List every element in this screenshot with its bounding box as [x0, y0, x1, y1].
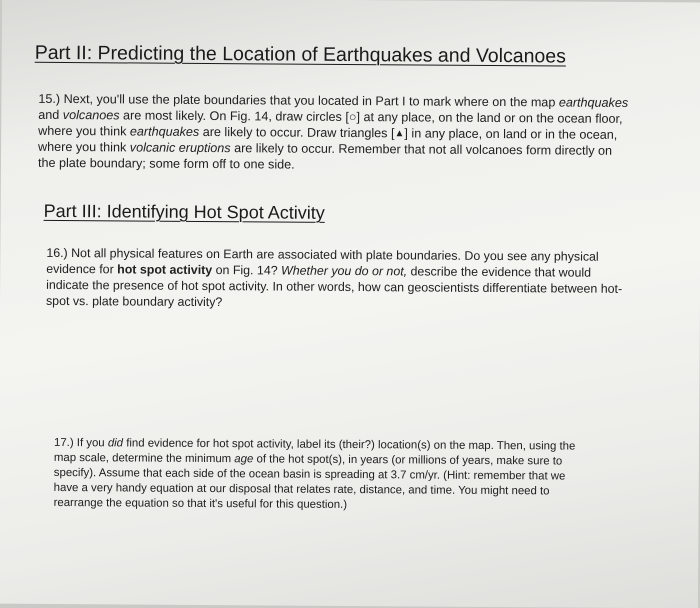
q15-line-3: where you think earthquakes are likely to occur. Draw triangles [▲] in any place, on land or in the ocean, [38, 123, 618, 142]
q16-line-1: 16.) Not all physical features on Earth are associated with plate boundaries. Do you see any physical [46, 245, 599, 264]
q17-line-3: specify). Assume that each side of the ocean basin is spreading at 3.7 cm/yr. (Hint: remember that we [53, 466, 566, 483]
q17-line-4: have a very handy equation at our disposal that relates rate, distance, and time. You might need to [53, 481, 550, 498]
q15-line-1: 15.) Next, you'll use the plate boundaries that you located in Part I to mark where on the map earthquakes [38, 91, 629, 110]
triangle-symbol: ▲ [394, 128, 405, 140]
q17-line-2: map scale, determine the minimum age of the hot spot(s), in years (or millions of years, make sure to [53, 451, 563, 468]
q16-line-3: indicate the presence of hot spot activity. In other words, how can geoscientists differentiate between hot- [46, 277, 623, 296]
q17-line-5: rearrange the equation so that it's useful for this question.) [53, 496, 348, 511]
q16-line-2: evidence for hot spot activity on Fig. 14? Whether you do or not, describe the evidence that would [46, 261, 592, 280]
q17-line-1: 17.) If you did find evidence for hot spot activity, label its (their?) location(s) on the map. Then, using the [53, 436, 576, 453]
q15-line-2: and volcanoes are most likely. On Fig. 14, draw circles [○] at any place, on the land or on the ocean floor, [38, 107, 623, 126]
q15-line-5: the plate boundary; some form off to one side. [37, 155, 295, 172]
q16-line-4: spot vs. plate boundary activity? [45, 293, 223, 310]
part3-heading: Part III: Identifying Hot Spot Activity [43, 200, 325, 223]
circle-symbol: ○ [348, 109, 357, 125]
q15-line-4: where you think volcanic eruptions are likely to occur. Remember that not all volcanoes form directly on [38, 139, 613, 158]
part2-heading: Part II: Predicting the Location of Earthquakes and Volcanoes [34, 41, 566, 68]
